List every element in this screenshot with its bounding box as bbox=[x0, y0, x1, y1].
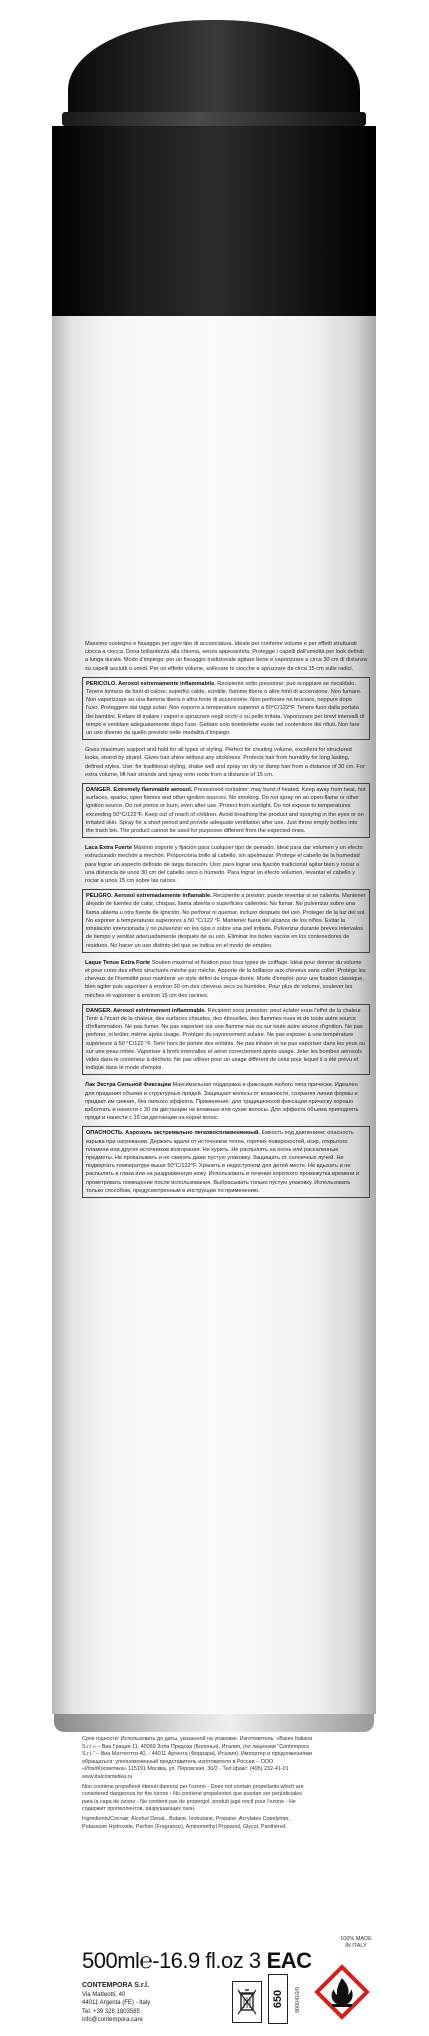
can-bottom-rim bbox=[54, 1714, 374, 1732]
company-address1: Via Matteotti, 40 bbox=[82, 1991, 126, 1998]
company-phone: Tel. +39 328 1803585 bbox=[82, 2008, 140, 2015]
block-title: Laque Tenue Extra Forte bbox=[85, 959, 151, 966]
info-ingredients: Ingredients/Состав: Alcohol Denat., Butane, Isobutane, Propane, Acrylates Copolymer, Potassium Hydroxide, Parfum (Fragrance), Aminomethyl Propanol, Glycol, Panthenol. bbox=[82, 1815, 290, 1830]
trash-bin-icon bbox=[232, 1981, 262, 2023]
company-email: info@contempora.care bbox=[82, 2017, 143, 2023]
block-body: Pressurised container: may burst if heated. Keep away from heat, hot surfaces, sparks, open flames and other ignition sources. No smoking. Do not spray on an open flame or other ignition source. Do not pierce or burn, even after use. Protect from sunlight. Do not expose to temperatures exceeding 50°C/122°F. Keep out of reach of children. Avoid breathing the product and spraying in the eyes or on irritated skin. Spray for a short period and provide adequate ventilation after use. Just throw empty bottles into the trash bin. The product cannot be used for purposes different from the expected ones. bbox=[86, 787, 366, 835]
block-title: Лак Экстра Сильной Фиксации bbox=[85, 1082, 171, 1089]
warning-block bbox=[82, 889, 370, 952]
eac-mark: EAC bbox=[266, 1948, 312, 1973]
block-body: Gives maximum support and hold for all types of styling. Perfect for creating volume, excellent for structured looks, strand by strand. Gives hair shine without any stickiness. Protects hair from humidity for long lasting, defined styles. Use: for traditional styling, shake well and spray on dry or damp hair from a distance of 30 cm. For extra volume, lift hair strands and spray onto roots from a distance of 15 cm. bbox=[85, 747, 365, 778]
spray-can bbox=[48, 0, 380, 2023]
block-title: DANGER. Aérosol extrêmement inflammable. bbox=[86, 1007, 207, 1014]
can-body bbox=[52, 316, 376, 2023]
block-title: ОПАСНОСТЬ. Аэрозоль экстремально легковоспламеняемый. bbox=[86, 1130, 260, 1137]
block-body: Soutien maximal et fixation pour tous types de coiffage. Idéal pour donner du volume et pour créer des effets structurés mèche par mèche. Apporte de la brillance aux cheveux sans coller. Protège les cheveux de l'humidité pour maintenir un style défini de longue durée. Mode d'emploi: pour une fixation classique, bien agiter puis vaporiser à environ 30 cm des cheveux secs ou humides. Pour plus de volume, soulever les mèches et vaporiser à environ 15 cm des racines. bbox=[85, 959, 366, 999]
warning-block bbox=[82, 1126, 370, 1198]
info-text bbox=[82, 1736, 314, 1831]
block-title: DANGER. Extremely flammable aerosol. bbox=[86, 787, 193, 794]
block-body: Максимальная поддержка и фиксация любого типа прически. Идеален для придания объема и структурных прядей. Защищает волосы от влажности, сохраняя линии формы и придает им сияние, без липкого эффекта. Применение: для традиционной фиксации прическу хорошо взболтать и нанести с 30 см дистанции на влажные или сухие волосы. Для эффекта объема приподнять пряди и нанести с 15 см дистанции на корни волос. bbox=[85, 1082, 359, 1122]
info-ozone: Non contiene propellenti ritenuti dannosi per l'ozono - Does not contain propellants which are considered dangerous for the ozone - No contiene propelentes que puedan ser perjudiciales para la capa de ozono - Ne contient pas de propergol, produit jugé nocif pour l'ozone - Не содержит пропеллентов, разрушающих озон. bbox=[82, 1783, 304, 1813]
label-text-area bbox=[82, 638, 370, 1728]
made-in-italy: 100% MADE IN ITALY bbox=[340, 1936, 372, 1949]
can-shoulder bbox=[52, 126, 376, 316]
company-block bbox=[82, 1982, 150, 2025]
info-russian-importer: Срок годности: Использовать до даты, указанной на упаковке. Изготовитель: «Barex Italiana S.r.l.» – Виа Грация 11, 40069 Зола Предоза (Болонья), Италия, (по лицензии "Contempora S.r.l." – Виа Маттеотти 40, - 44011 Аргента (Феррара), Италия). Импортер и предложениями обращаться: уполномоченный представитель изготовителя в России – ООО «ИталКосметика» 115191 Москва, ул. Перовская, 30/2 - Тел./факс: (495) 232-41-01 www.italcosmetika.ru bbox=[82, 1736, 313, 1780]
block-body: Recipiente a presión: puede reventar si se calienta. Mantener alejado de fuentes de calor, chispas, llama abierta o superficies calientes. No fumar. No pulverizar sobre una llama abierta u otra fuente de ignición. No perforar ni quemar, incluso después del uso. Proteger de la luz del sol. No exponer a temperaturas superiores a 50 °C/122 °F. Mantener fuera del alcance de los niños. Evitar la inhalación intencionada y no pulverizar en los ojos o sobre una piel irritada. Pulverizar durante breves intervalos de tiempo y ventilar adecuadamente después de su uso. Eliminar los botes vacíos en los contenedores de residuos. No hacer un uso distinto del que se indica en el modo de empleo. bbox=[86, 893, 366, 949]
can-cap bbox=[68, 20, 360, 120]
company-name: CONTEMPORA S.r.l. bbox=[82, 1982, 150, 1989]
batch-code-box bbox=[292, 1972, 304, 2028]
block-body: Récipient sous pression: peut éclater sous l'effet de la chaleur. Tenir à l'écart de la chaleur, des surfaces chaudes, des étincelles, des flammes nues et de toute autre source d'inflammation. Ne pas fumer. Ne pas vaporiser sur une flamme nue ou sur toute autre source d'ignition. Ne pas perforer, ni brûler, même après usage. Protéger du rayonnement solaire. Ne pas exposer à une température supérieure à 50 °C/122 °F. Tenir hors de portée des enfants. Ne pas inhaler et ne pas vaporiser dans les yeux ou sur une peau irritée. Vaporiser à brefs intervalles et aérer correctement après usage. Jeter les bombes aérosols vides dans le conteneur à déchets. Ne pas utiliser pour un usage différent de celui pour lequel il a été prévu et indiqué dans le mode d'emploi. bbox=[86, 1007, 366, 1072]
description-block bbox=[82, 1079, 370, 1124]
warning-block bbox=[82, 677, 370, 740]
label-footer bbox=[82, 1736, 370, 2036]
block-body: Máximo soporte y fijación para cualquier tipo de peinado. Ideal para dar volumen y un efecto estructurado mechón a mechón. Proporciona brillo al cabello, sin apelmazar. Protege el cabello de la humedad para lograr un aspecto definido de larga duración. Uso: para lograr una fijación tradicional agitar bien y rociar a una distancia de unos 30 cm del cabello seco o húmedo. Para lograr un efecto volumen, levantar el cabello y rociar a unos 15 cm sobre las raíces. bbox=[85, 845, 363, 885]
recycling-code: 650 bbox=[272, 1989, 285, 2009]
cap-rim bbox=[62, 112, 366, 126]
block-body: Massimo sostegno e fissaggio per ogni tipo di acconciatura. Ideale per conferire volume e per effetti strutturati ciocca a ciocca. Dona brillantezza alla chioma, senza appesantirla. Protegge i capelli dall'umidità per look definiti a lunga durata. Modo d'impiego: per un fissaggio tradizionale agitare bene e vaporizzare a circa 30 cm di distanza su capelli asciutti o umidi. Per un effetto volume, sollevare le ciocche e spruzzare da circa 15 cm sulle radici. bbox=[85, 641, 367, 672]
recycling-code-box bbox=[268, 1974, 288, 2024]
company-address2: 44011 Argenta (FE) - Italy bbox=[82, 2000, 151, 2006]
block-title: Laca Extra Fuerte bbox=[85, 845, 132, 852]
warning-block bbox=[82, 783, 370, 838]
block-body: Емкость под давлением: опасность взрыва при нагревании. Держать вдали от источников тепла, горячих поверхностей, искр, открытого пламени или других источников возгорания. Не курить. Не распылять на огонь или раскаленные предметы. Не прокалывать и не сжигать даже пустую упаковку. Защищать от солнечных лучей. Не подвергать температуре выше 50°C/122°F. Хранить в недоступном для детей месте. Не вдыхать и не распылять в глаза или на раздраженную кожу. Использовать в течение короткого промежутка времени и проветривать помещение после использования. Выбрасывать только пустую упаковку. Использовать только способом, предусмотренным в инструкции по применению. bbox=[86, 1130, 360, 1194]
block-title: PELIGRO. Aerosol extremadamente inflamable. bbox=[86, 893, 212, 900]
batch-code: 9000410/0 bbox=[295, 1987, 301, 2013]
description-block bbox=[82, 744, 370, 781]
warning-block bbox=[82, 1004, 370, 1076]
description-block bbox=[82, 842, 370, 887]
volume-line bbox=[82, 1948, 312, 1974]
block-body: Recipiente sotto pressione: può scoppiare se riscaldato. Tenere lontano da fonti di calore, superfici calde, scintille, fiamme libere o altre fonti di accensione. Non fumare. Non vaporizzare su una fiamma libera o altra fonte di accensione. Non perforare né bruciare, neppure dopo l'uso. Proteggere dai raggi solari. Non esporre a temperature superiori a 50°C/122°F. Tenere fuori dalla portata dei bambini. Evitare di inalare i vapori e spruzzare negli occhi o su pelle irritata. Vaporizzare per brevi intervalli di tempo e ventilare adeguatamente dopo l'uso. Gettare solo bombolette vuote nel contenitore dei rifiuti. Non fare un uso diverso da quello previsto nelle modalità d'impiego. bbox=[86, 680, 365, 737]
flame-hazard-icon bbox=[314, 1964, 370, 2020]
block-title: PERICOLO. Aerosol estremamente infiammabile. bbox=[86, 680, 216, 687]
volume-text: 500ml℮-16.9 fl.oz 3 bbox=[82, 1948, 261, 1973]
description-block bbox=[82, 957, 370, 1002]
description-block bbox=[82, 638, 370, 675]
